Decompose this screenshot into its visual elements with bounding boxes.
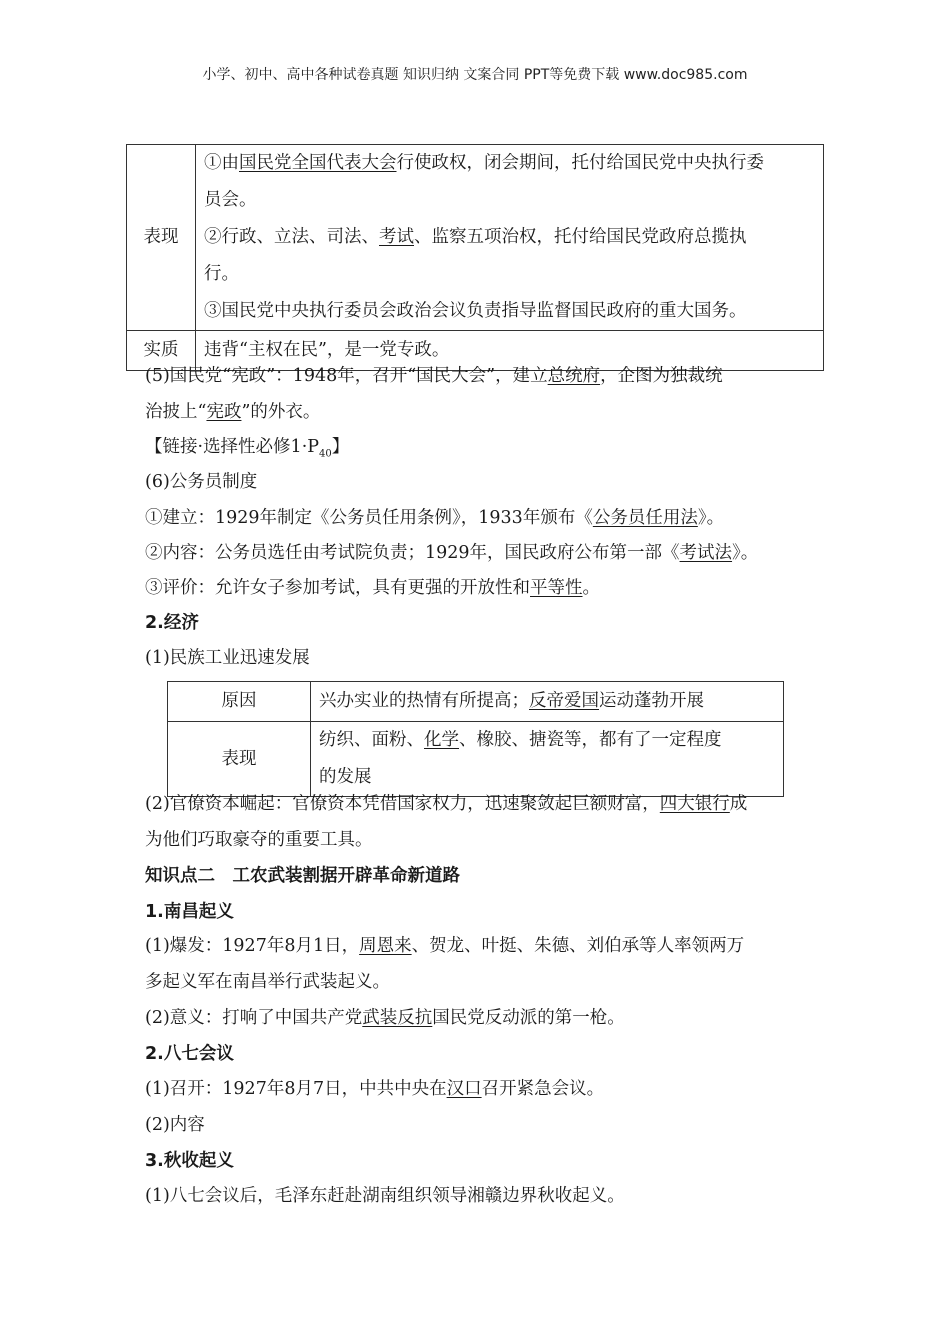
table-row (127, 145, 824, 331)
civil-service-evaluation: ③评价：允许女子参加考试，具有更强的开放性和平等性。 (145, 578, 600, 598)
page-header: 小学、初中、高中各种试卷真题 知识归纳 文案合同 PPT等免费下载 www.doc985.com (202, 67, 748, 83)
manifestation-content (311, 722, 784, 797)
civil-service-establish: ①建立：1929年制定《公务员任用条例》，1933年颁布《公务员任用法》。 (145, 508, 725, 528)
row-label-manifestation: 表现 (168, 722, 311, 797)
section-august-seventh-meeting: 2.八七会议 (145, 1044, 234, 1064)
autumn-harvest-para: (1)八七会议后，毛泽东赶赴湖南组织领导湘赣边界秋收起义。 (145, 1186, 625, 1206)
content-line: 员会。 (204, 190, 257, 210)
section-economy: 2.经济 (145, 613, 199, 633)
content-line: ③国民党中央执行委员会政治会议负责指导监督国民政府的重大国务。 (204, 301, 747, 321)
nanchang-significance: (2)意义：打响了中国共产党武装反抗国民党反动派的第一枪。 (145, 1008, 625, 1028)
table-row (168, 682, 784, 722)
content-line: 行。 (204, 264, 239, 284)
para-civil-service: (6)公务员制度 (145, 472, 258, 492)
link-reference: 【链接·选择性必修$1\cdot P_{40}$】 (145, 437, 350, 460)
essence-content: 违背“主权在民”，是一党专政。 (196, 331, 824, 371)
meeting-content: (2)内容 (145, 1115, 205, 1135)
para-bureaucratic-capital-1: (2)官僚资本崛起：官僚资本凭借国家权力，迅速聚敛起巨额财富，四大银行成 (145, 794, 748, 814)
row-label-essence: 实质 (127, 331, 196, 371)
reason-content: 兴办实业的热情有所提高；反帝爱国运动蓬勃开展 (311, 682, 784, 722)
row-label-manifestation: 表现 (127, 145, 196, 331)
para-bureaucratic-capital-2: 为他们巧取豪夺的重要工具。 (145, 830, 373, 850)
content-line: 的发展 (319, 767, 372, 787)
nanchang-outbreak-1: (1)爆发：1927年8月1日，周恩来、贺龙、叶挺、朱德、刘伯承等人率领两万 (145, 936, 745, 956)
table-row (168, 722, 784, 797)
government-structure-table (126, 144, 824, 371)
section-nanchang-uprising: 1.南昌起义 (145, 902, 234, 922)
nanchang-outbreak-2: 多起义军在南昌举行武装起义。 (145, 972, 390, 992)
row-label-reason: 原因 (168, 682, 311, 722)
content-line: ②行政、立法、司法、考试、监察五项治权，托付给国民党政府总揽执 (204, 227, 747, 247)
content-line: 纺织、面粉、化学、橡胶、搪瓷等，都有了一定程度 (319, 730, 722, 750)
para-national-industry: (1)民族工业迅速发展 (145, 648, 310, 668)
meeting-convened: (1)召开：1927年8月7日，中共中央在汉口召开紧急会议。 (145, 1079, 605, 1099)
national-industry-table (167, 681, 784, 797)
section-autumn-harvest-uprising: 3.秋收起义 (145, 1151, 234, 1171)
content-line: ①由国民党全国代表大会行使政权，闭会期间，托付给国民党中央执行委 (204, 153, 764, 173)
knowledge-point-two: 知识点二 工农武装割据开辟革命新道路 (145, 866, 460, 886)
para-constitutional-2: 治披上“宪政”的外衣。 (145, 402, 321, 422)
civil-service-content: ②内容：公务员选任由考试院负责；1929年，国民政府公布第一部《考试法》。 (145, 543, 759, 563)
manifestation-content (196, 145, 824, 331)
para-constitutional-1: (5)国民党“宪政”：1948年，召开“国民大会”，建立总统府，企图为独裁统 (145, 366, 723, 386)
